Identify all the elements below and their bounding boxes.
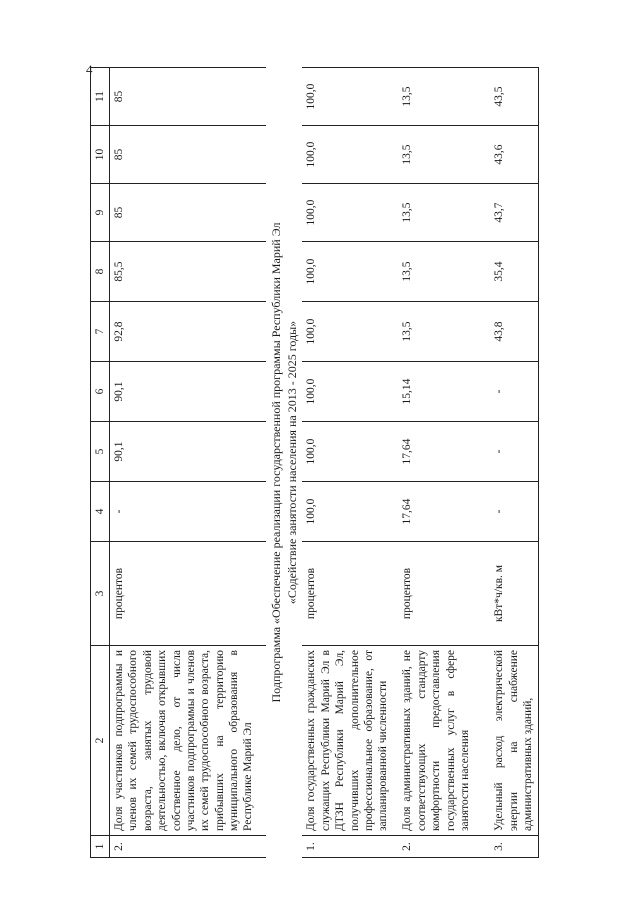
- column-number-row: [91, 68, 110, 858]
- table-row: [110, 68, 267, 858]
- indicator-value: 100,0: [302, 68, 398, 126]
- indicator-value: 100,0: [302, 242, 398, 302]
- indicator-value: 85: [110, 126, 267, 184]
- indicator-value: -: [490, 482, 539, 542]
- row-number: 2.: [398, 836, 490, 858]
- row-number: 2.: [110, 836, 267, 858]
- column-number-5: 5: [91, 422, 110, 482]
- indicator-value: -: [490, 422, 539, 482]
- column-number-4: 4: [91, 482, 110, 542]
- page-number: 4: [86, 62, 93, 77]
- indicator-value: 17,64: [398, 482, 490, 542]
- subprogram-title-line-1: Подпрограмма «Обеспечение реализации государственной программы Республики Марий Эл: [269, 222, 283, 703]
- row-number: 1.: [302, 836, 398, 858]
- column-number-6: 6: [91, 362, 110, 422]
- indicator-value: 43,5: [490, 68, 539, 126]
- indicator-value: 85: [110, 68, 267, 126]
- indicator-name: Доля административных зданий, не соответствующих стандарту комфортности предоставления государственных услуг в сфере занятости населения: [398, 646, 490, 836]
- unit-of-measure: процентов: [110, 542, 267, 646]
- indicator-value: 13,5: [398, 68, 490, 126]
- indicator-value: 90,1: [110, 422, 267, 482]
- indicator-name: Удельный расход электрической энергии на снабжение административных зданий,: [490, 646, 539, 836]
- indicator-value: 100,0: [302, 184, 398, 242]
- unit-of-measure: процентов: [398, 542, 490, 646]
- column-number-3: 3: [91, 542, 110, 646]
- indicator-value: 85: [110, 184, 267, 242]
- indicator-value: 100,0: [302, 422, 398, 482]
- indicator-value: 13,5: [398, 126, 490, 184]
- column-number-7: 7: [91, 302, 110, 362]
- rotated-landscape-content: [90, 68, 620, 858]
- indicator-name: Доля участников подпрограммы и членов их семей трудоспособного возраста, занятых трудовой деятельностью, включая открывших собственное дело, от числа участников подпрограммы и членов их семей трудоспособного возраста, прибывших на территорию муниципального образования в Республике Марий Эл: [110, 646, 267, 836]
- indicator-value: 100,0: [302, 482, 398, 542]
- indicator-value: -: [490, 362, 539, 422]
- indicator-value: 43,7: [490, 184, 539, 242]
- indicator-value: -: [110, 482, 267, 542]
- column-number-1: 1: [91, 836, 110, 858]
- column-number-11: 11: [91, 68, 110, 126]
- unit-of-measure: кВт*ч/кв. м: [490, 542, 539, 646]
- indicator-value: 92,8: [110, 302, 267, 362]
- table-row: [302, 68, 398, 858]
- table-body: [91, 68, 539, 858]
- indicator-value: 100,0: [302, 126, 398, 184]
- column-number-8: 8: [91, 242, 110, 302]
- subprogram-heading-row: [266, 68, 302, 858]
- indicator-name: Доля государственных гражданских служащих Республики Марий Эл в ДТЗН Республики Марий Эл, получивших дополнительное профессиональное образование, от запланированной численности: [302, 646, 398, 836]
- indicator-value: 90,1: [110, 362, 267, 422]
- indicator-value: 43,6: [490, 126, 539, 184]
- indicator-value: 100,0: [302, 362, 398, 422]
- subprogram-title-line-2: «Содействие занятости населения на 2013 - 2025 годы»: [285, 320, 300, 605]
- column-number-9: 9: [91, 184, 110, 242]
- indicator-value: 13,5: [398, 242, 490, 302]
- indicator-value: 15,14: [398, 362, 490, 422]
- indicator-value: 43,8: [490, 302, 539, 362]
- table-row: [490, 68, 539, 858]
- indicator-value: 85,5: [110, 242, 267, 302]
- indicators-table: [90, 67, 539, 858]
- subprogram-title: [266, 68, 302, 858]
- column-number-2: 2: [91, 646, 110, 836]
- indicator-value: 17,64: [398, 422, 490, 482]
- column-number-10: 10: [91, 126, 110, 184]
- indicator-value: 100,0: [302, 302, 398, 362]
- indicator-value: 35,4: [490, 242, 539, 302]
- table-row: [398, 68, 490, 858]
- indicator-value: 13,5: [398, 302, 490, 362]
- unit-of-measure: процентов: [302, 542, 398, 646]
- row-number: 3.: [490, 836, 539, 858]
- indicator-value: 13,5: [398, 184, 490, 242]
